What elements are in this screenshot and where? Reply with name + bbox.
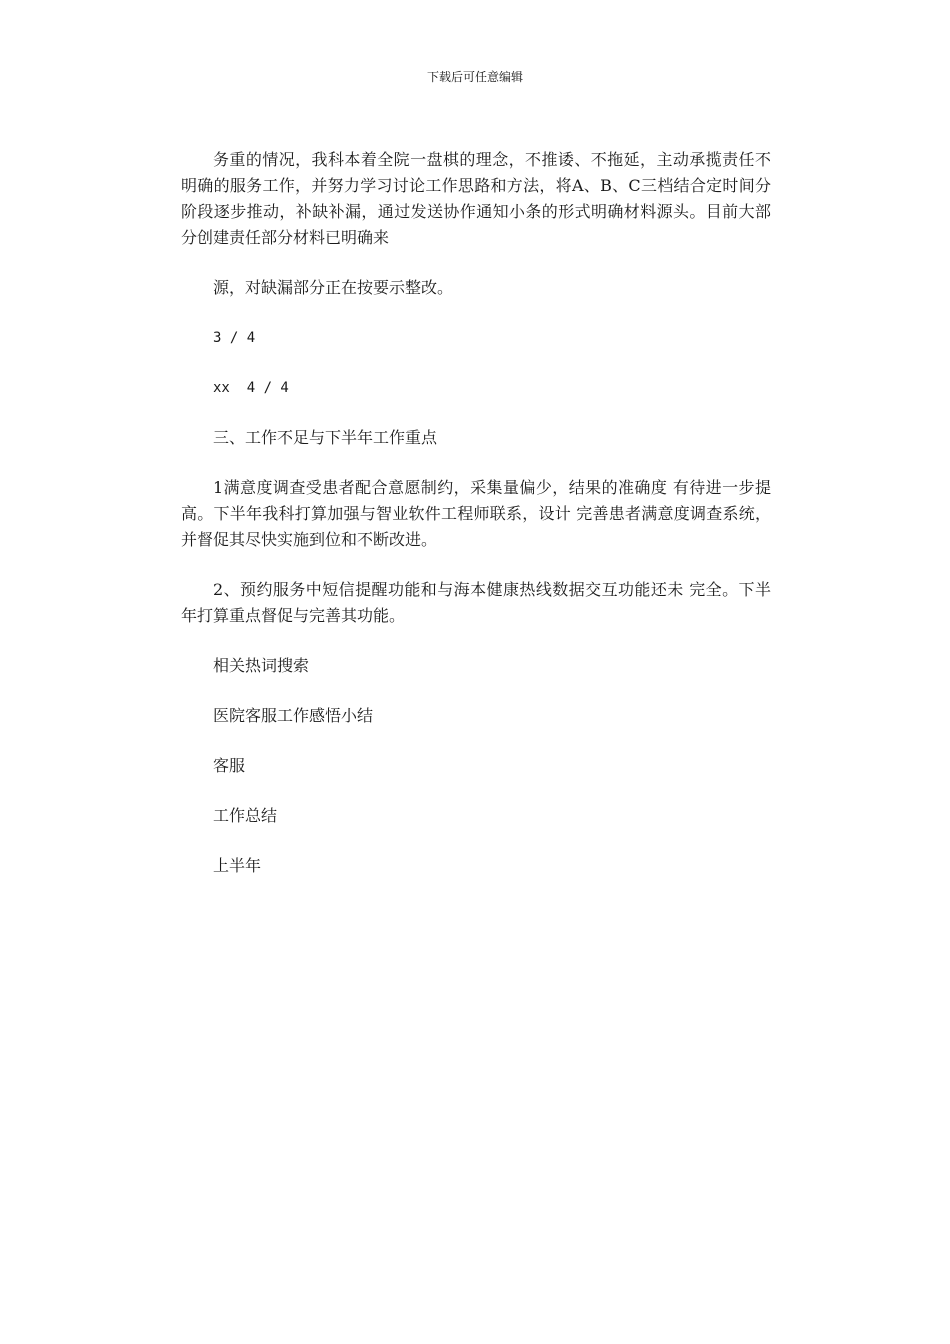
related-keyword[interactable]: 医院客服工作感悟小结: [213, 706, 374, 725]
related-keyword[interactable]: 上半年: [213, 856, 262, 875]
list-item-1: 1满意度调查受患者配合意愿制约，采集量偏少，结果的准确度 有待进一步提高。下半年我科打算加强与智业软件工程师联系，设计 完善患者满意度调查系统，并督促其尽快实施到位和不断改进。: [181, 478, 771, 549]
related-keyword[interactable]: 工作总结: [213, 806, 278, 825]
document-body: [181, 147, 771, 903]
list-item-2: 2、预约服务中短信提醒功能和与海本健康热线数据交互功能还未 完全。下半年打算重点督促与完善其功能。: [181, 580, 771, 625]
section-title: 三、工作不足与下半年工作重点: [213, 428, 438, 447]
related-keyword[interactable]: 客服: [213, 756, 246, 775]
related-search-title: 相关热词搜索: [213, 656, 310, 675]
page-marker-footer: xx 4 / 4: [213, 380, 289, 396]
paragraph-intro: 务重的情况，我科本着全院一盘棋的理念，不推诿、不拖延，主动承揽责任不明确的服务工作，并努力学习讨论工作思路和方法，将A、B、C三档结合定时间分阶段逐步推动，补缺补漏，通过发送协作通知小条的形式明确材料源头。目前大部分创建责任部分材料已明确来: [181, 150, 771, 247]
paragraph-continuation: 源，对缺漏部分正在按要示整改。: [213, 278, 454, 297]
page-header: 下载后可任意编辑: [426, 70, 523, 84]
page-marker: 3 / 4: [213, 330, 256, 346]
